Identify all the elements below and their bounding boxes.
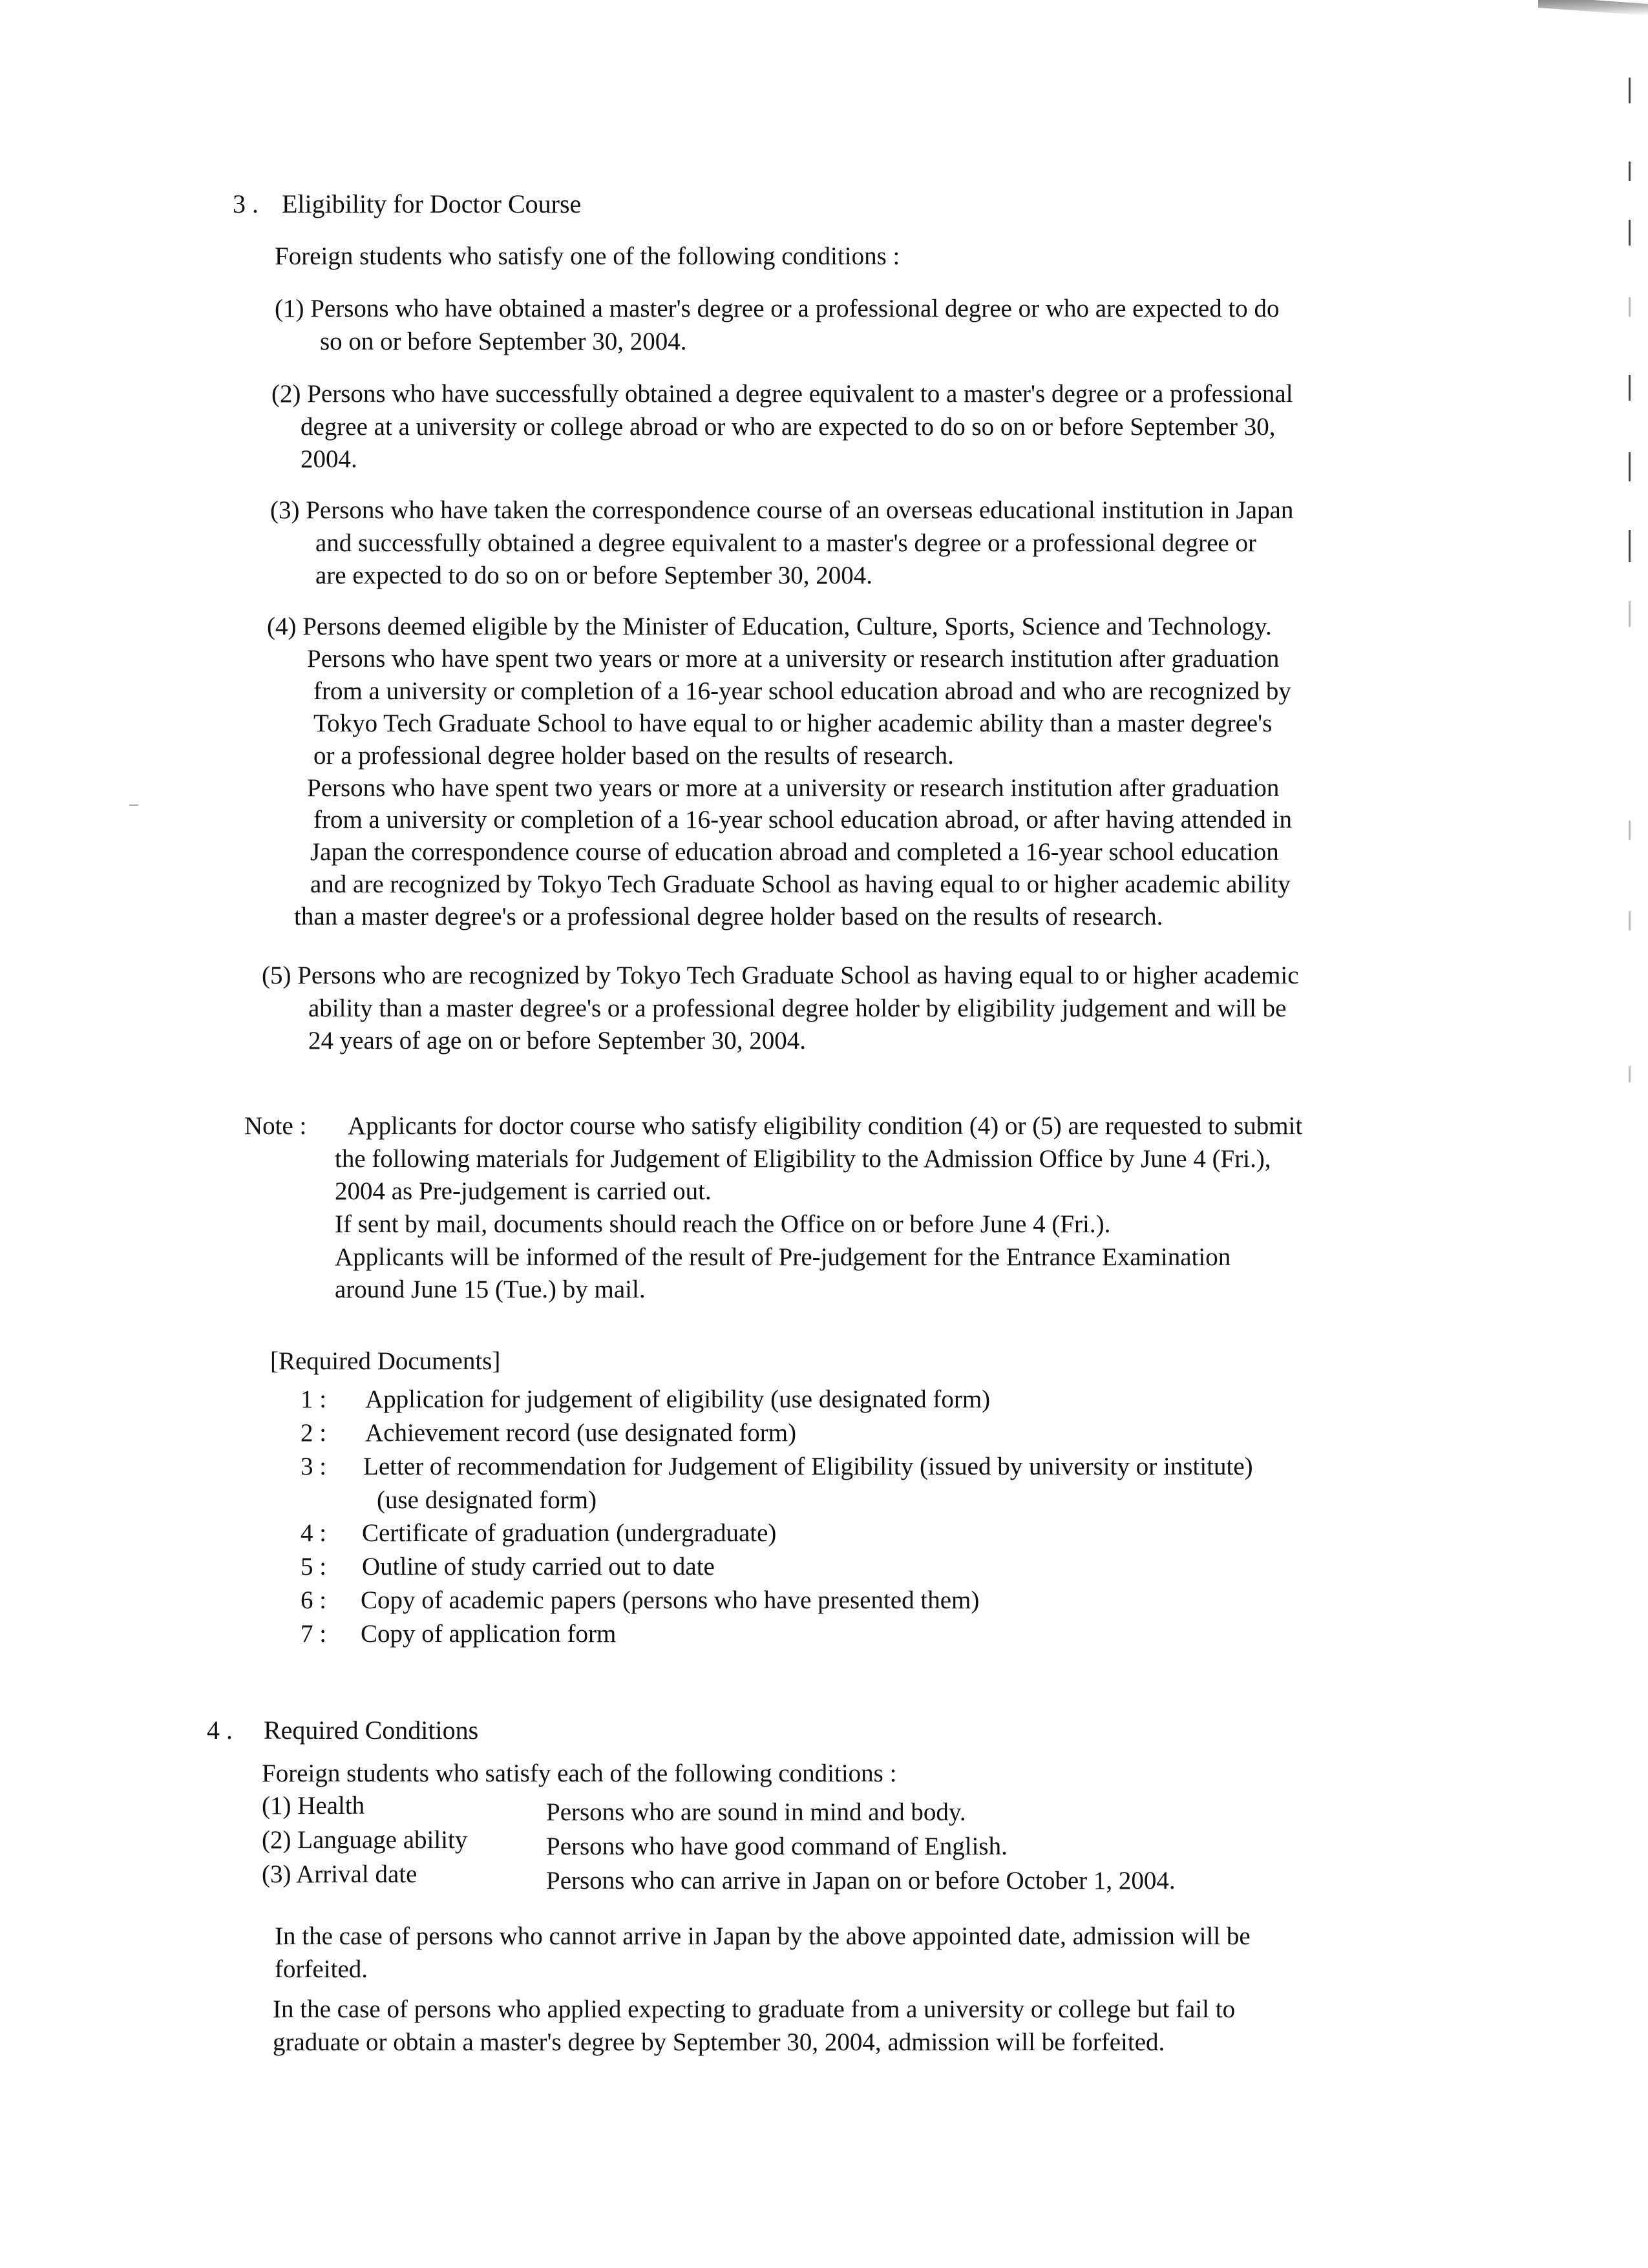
list-item-text: Achievement record (use designated form) — [365, 1418, 797, 1447]
margin-mark — [1629, 78, 1631, 103]
condition-line: and are recognized by Tokyo Tech Graduate School as having equal to or higher academic ability — [310, 870, 1291, 899]
section4-title: Required Conditions — [264, 1716, 479, 1745]
list-item-number: 2 : — [301, 1418, 327, 1447]
section3-intro: Foreign students who satisfy one of the following conditions : — [275, 242, 900, 270]
list-item — [301, 1450, 1253, 1484]
condition-line: or a professional degree holder based on the results of research. — [313, 741, 954, 770]
section3-heading — [233, 187, 581, 221]
note-line: 2004 as Pre-judgement is carried out. — [335, 1177, 712, 1206]
note-line: Applicants for doctor course who satisfy eligibility condition (4) or (5) are requested to submit — [348, 1112, 1303, 1140]
margin-mark — [1629, 297, 1631, 317]
note-line: the following materials for Judgement of Eligibility to the Admission Office by June 4 (Fri.), — [335, 1144, 1271, 1173]
condition-line: (4) Persons deemed eligible by the Minister of Education, Culture, Sports, Science and Technology. — [267, 613, 1272, 640]
scan-corner-mark — [1538, 0, 1648, 16]
condition-text: Persons who can arrive in Japan on or before October 1, 2004. — [546, 1867, 1176, 1895]
paragraph-line: In the case of persons who applied expecting to graduate from a university or college but fail to — [273, 1995, 1236, 2023]
list-item-text: Copy of application form — [361, 1620, 617, 1648]
note-body — [335, 1110, 1302, 1307]
condition-line: so on or before September 30, 2004. — [320, 327, 687, 355]
condition-line: from a university or completion of a 16-year school education abroad and who are recognized by — [313, 677, 1291, 705]
list-item — [301, 1416, 1253, 1450]
list-item-number: 3 : — [301, 1452, 327, 1480]
required-documents-list — [301, 1383, 1253, 1651]
list-item — [301, 1617, 1253, 1651]
condition-line: and successfully obtained a degree equivalent to a master's degree or a professional degree or — [315, 529, 1256, 557]
section4-paragraph-1 — [275, 1920, 1251, 1986]
margin-mark — [1629, 220, 1631, 246]
list-item-number: 1 : — [301, 1385, 327, 1413]
margin-mark — [1629, 162, 1631, 181]
list-item — [301, 1517, 1253, 1550]
required-documents-heading: [Required Documents] — [270, 1347, 501, 1375]
condition-line: (1) Persons who have obtained a master's degree or a professional degree or who are expected to do — [275, 295, 1280, 322]
condition-line: (2) Persons who have successfully obtained a degree equivalent to a master's degree or a professional — [271, 380, 1293, 408]
list-item-text: Letter of recommendation for Judgement of Eligibility (issued by university or institute) — [363, 1452, 1253, 1480]
list-item-number: 4 : — [301, 1519, 327, 1548]
margin-mark — [1629, 601, 1631, 627]
condition-line: Persons who have spent two years or more at a university or research institution after graduation — [307, 644, 1280, 673]
list-item-text: Certificate of graduation (undergraduate) — [362, 1519, 777, 1548]
list-item-number: 5 : — [301, 1553, 327, 1581]
margin-mark — [1629, 530, 1631, 562]
condition-line: 2004. — [301, 445, 357, 474]
note-line: If sent by mail, documents should reach the Office on or before June 4 (Fri.). — [335, 1210, 1111, 1239]
margin-mark — [1629, 1066, 1631, 1082]
margin-mark — [1629, 452, 1631, 481]
condition-text: Persons who are sound in mind and body. — [546, 1798, 966, 1826]
condition-5 — [262, 960, 1299, 1058]
section3-title: Eligibility for Doctor Course — [282, 189, 582, 218]
condition-text: Persons who have good command of English. — [546, 1832, 1008, 1860]
condition-line: (3) Persons who have taken the correspondence course of an overseas educational institution in Japan — [270, 496, 1294, 524]
condition-line: (5) Persons who are recognized by Tokyo Tech Graduate School as having equal to or higher academic — [262, 961, 1299, 989]
list-item-text: (use designated form) — [377, 1486, 597, 1514]
margin-mark — [1629, 821, 1631, 840]
list-item — [301, 1484, 1253, 1517]
condition-line: Tokyo Tech Graduate School to have equal to or higher academic ability than a master degree's — [313, 709, 1273, 737]
required-conditions-table — [262, 1790, 1296, 1900]
list-item — [301, 1584, 1253, 1617]
condition-line: degree at a university or college abroad or who are expected to do so on or before September 30, — [301, 412, 1276, 441]
margin-mark — [1629, 375, 1631, 401]
condition-label: (2) Language ability — [262, 1826, 468, 1854]
condition-line: Japan the correspondence course of education abroad and completed a 16-year school education — [310, 838, 1279, 866]
paragraph-line: In the case of persons who cannot arrive in Japan by the above appointed date, admission will be — [275, 1922, 1251, 1950]
condition-1 — [275, 293, 1280, 358]
section4-number: 4 . — [207, 1716, 233, 1745]
section4-intro: Foreign students who satisfy each of the following conditions : — [262, 1759, 897, 1787]
condition-label: (3) Arrival date — [262, 1860, 417, 1888]
list-item-number: 6 : — [301, 1586, 327, 1615]
condition-line: than a master degree's or a professional degree holder based on the results of research. — [294, 903, 1163, 931]
condition-line: Persons who have spent two years or more at a university or research institution after graduation — [307, 773, 1280, 802]
note-line: around June 15 (Tue.) by mail. — [335, 1276, 646, 1304]
condition-3 — [270, 494, 1293, 593]
list-item-number: 7 : — [301, 1620, 327, 1648]
list-item — [301, 1550, 1253, 1584]
margin-mark — [129, 804, 138, 806]
paragraph-line: forfeited. — [275, 1955, 368, 1983]
condition-2 — [271, 378, 1293, 476]
condition-label: (1) Health — [262, 1792, 365, 1820]
section4-paragraph-2 — [273, 1993, 1235, 2059]
condition-4 — [267, 611, 1292, 933]
condition-line: are expected to do so on or before September 30, 2004. — [315, 562, 873, 590]
note-label: Note : — [244, 1112, 307, 1140]
condition-line: ability than a master degree's or a professional degree holder by eligibility judgement and will be — [308, 994, 1287, 1022]
condition-line: 24 years of age on or before September 30, 2004. — [308, 1027, 807, 1055]
section4-heading — [207, 1714, 478, 1747]
section3-number: 3 . — [233, 189, 259, 218]
condition-line: from a university or completion of a 16-year school education abroad, or after having attended in — [313, 806, 1292, 834]
note-line: Applicants will be informed of the result of Pre-judgement for the Entrance Examination — [335, 1243, 1231, 1271]
list-item-text: Copy of academic papers (persons who have presented them) — [361, 1586, 980, 1615]
margin-mark — [1629, 911, 1631, 930]
list-item-text: Outline of study carried out to date — [362, 1553, 715, 1581]
list-item-text: Application for judgement of eligibility (use designated form) — [365, 1385, 991, 1413]
paragraph-line: graduate or obtain a master's degree by September 30, 2004, admission will be forfeited. — [273, 2028, 1165, 2056]
list-item — [301, 1383, 1253, 1416]
